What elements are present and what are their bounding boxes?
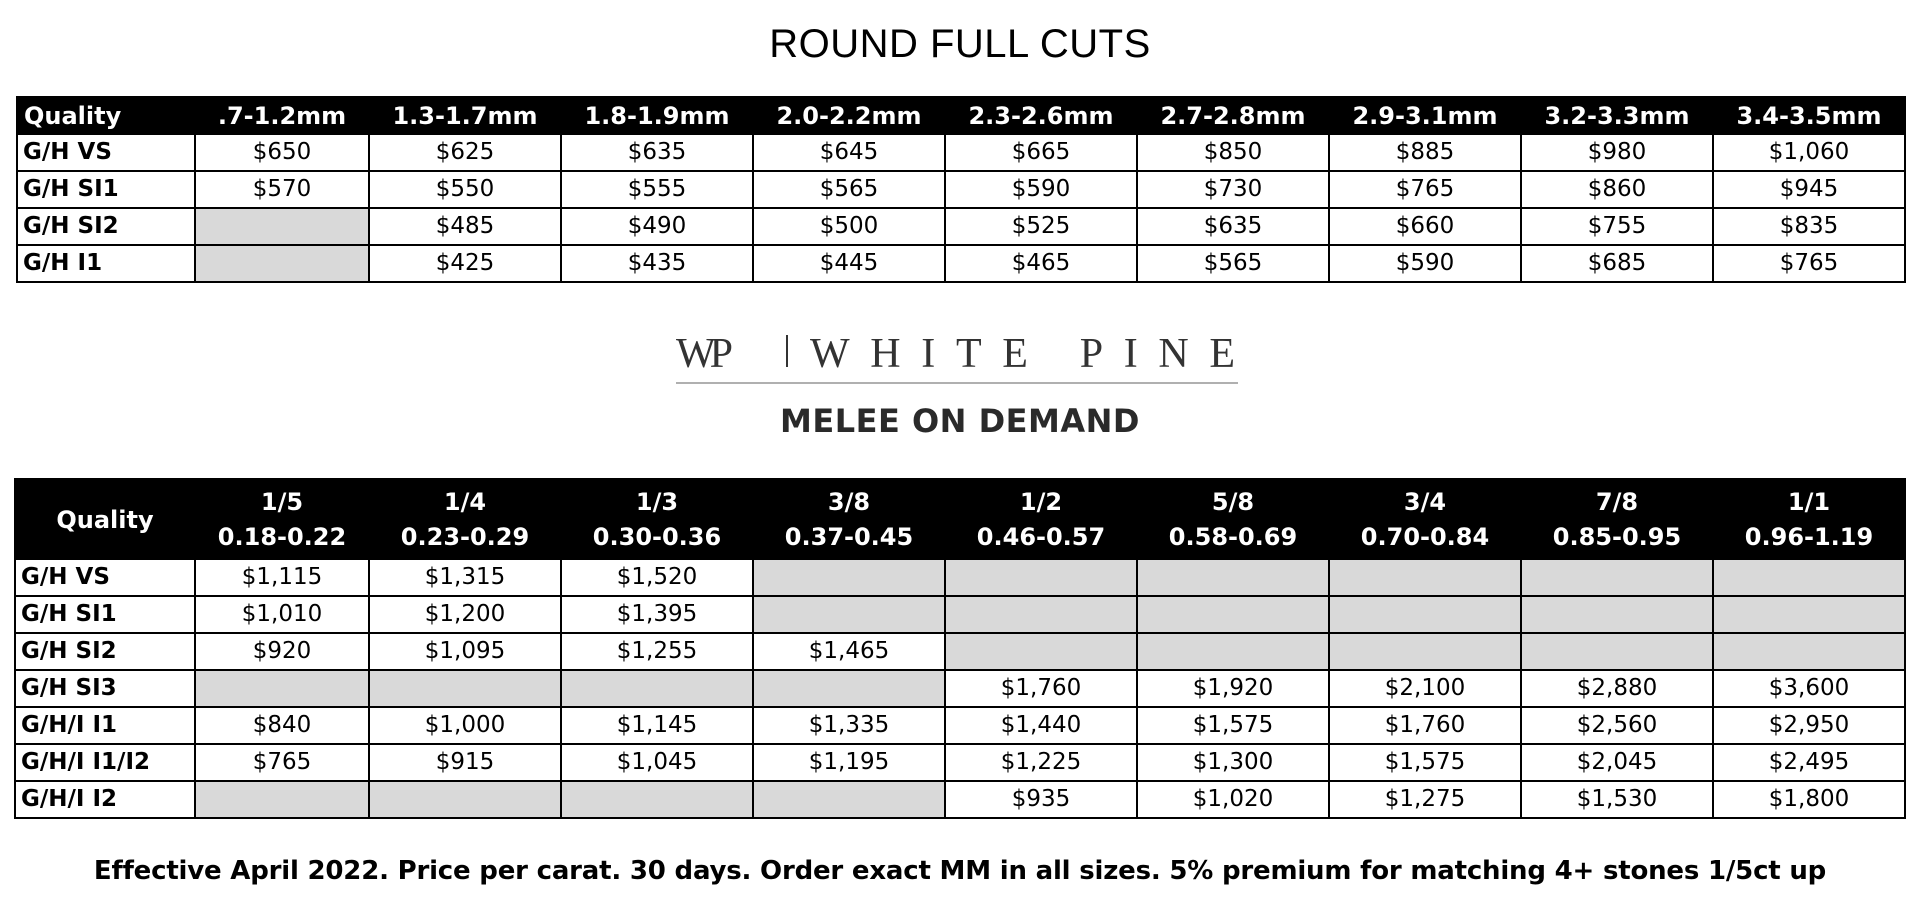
- price-cell: $1,275: [1329, 781, 1521, 818]
- table-row: [15, 633, 1905, 670]
- table-row: [17, 208, 1905, 245]
- white-pine-logo: [676, 325, 1238, 385]
- price-cell: $425: [369, 245, 561, 282]
- quality-cell: G/H/I I1/I2: [15, 744, 195, 781]
- price-cell: $570: [195, 171, 369, 208]
- carat-fraction: 1/4: [443, 488, 487, 517]
- price-cell: $635: [1137, 208, 1329, 245]
- carat-range: 0.58-0.69: [1168, 523, 1298, 551]
- price-cell: $1,095: [369, 633, 561, 670]
- empty-cell: [1713, 596, 1905, 633]
- table-row: [15, 596, 1905, 633]
- price-cell: $1,575: [1329, 744, 1521, 781]
- price-cell: $1,440: [945, 707, 1137, 744]
- quality-header: Quality: [15, 479, 195, 559]
- empty-cell: [561, 781, 753, 818]
- price-cell: $1,315: [369, 559, 561, 596]
- quality-cell: G/H SI1: [17, 171, 195, 208]
- table-row: [17, 245, 1905, 282]
- price-cell: $565: [1137, 245, 1329, 282]
- carat-header: [1137, 479, 1329, 559]
- price-cell: $1,335: [753, 707, 945, 744]
- price-cell: $660: [1329, 208, 1521, 245]
- empty-cell: [1329, 633, 1521, 670]
- price-cell: $555: [561, 171, 753, 208]
- brand-name: WHITE PINE: [810, 331, 1235, 377]
- price-cell: $1,200: [369, 596, 561, 633]
- price-cell: $2,495: [1713, 744, 1905, 781]
- empty-cell: [369, 781, 561, 818]
- price-cell: $980: [1521, 134, 1713, 171]
- carat-range: 0.37-0.45: [784, 523, 914, 551]
- carat-range: 0.23-0.29: [400, 523, 530, 551]
- carat-range: 0.18-0.22: [217, 523, 347, 551]
- size-header: .7-1.2mm: [195, 97, 369, 134]
- price-cell: $730: [1137, 171, 1329, 208]
- empty-cell: [1713, 559, 1905, 596]
- price-cell: $635: [561, 134, 753, 171]
- carat-header: [1713, 479, 1905, 559]
- carat-header: [195, 479, 369, 559]
- quality-cell: G/H SI2: [17, 208, 195, 245]
- price-cell: $685: [1521, 245, 1713, 282]
- carat-fraction: 3/4: [1403, 488, 1447, 517]
- price-cell: $565: [753, 171, 945, 208]
- price-cell: $1,760: [945, 670, 1137, 707]
- size-header: 1.8-1.9mm: [561, 97, 753, 134]
- price-cell: $490: [561, 208, 753, 245]
- size-header: 2.3-2.6mm: [945, 97, 1137, 134]
- table-row: [15, 781, 1905, 818]
- empty-cell: [1137, 596, 1329, 633]
- price-cell: $590: [945, 171, 1137, 208]
- price-cell: $935: [945, 781, 1137, 818]
- logo-divider: [786, 335, 788, 367]
- price-cell: $2,045: [1521, 744, 1713, 781]
- footer-note: Effective April 2022. Price per carat. 30 days. Order exact MM in all sizes. 5% premium for matching 4+ stones 1/5ct up: [93, 856, 1827, 886]
- carat-range: 0.85-0.95: [1552, 523, 1682, 551]
- empty-cell: [195, 781, 369, 818]
- price-cell: $915: [369, 744, 561, 781]
- carat-fraction: 7/8: [1595, 488, 1639, 517]
- price-cell: $445: [753, 245, 945, 282]
- table-row: [15, 744, 1905, 781]
- brand-subtitle: MELEE ON DEMAND: [780, 402, 1140, 440]
- quality-cell: G/H/I I2: [15, 781, 195, 818]
- carat-fraction: 1/2: [1019, 488, 1063, 517]
- price-cell: $625: [369, 134, 561, 171]
- carat-range: 0.96-1.19: [1744, 523, 1874, 551]
- price-cell: $1,195: [753, 744, 945, 781]
- empty-cell: [945, 596, 1137, 633]
- price-cell: $765: [195, 744, 369, 781]
- quality-cell: G/H SI1: [15, 596, 195, 633]
- empty-cell: [1521, 596, 1713, 633]
- price-cell: $765: [1329, 171, 1521, 208]
- price-cell: $1,530: [1521, 781, 1713, 818]
- carat-header: [753, 479, 945, 559]
- price-cell: $3,600: [1713, 670, 1905, 707]
- price-cell: $850: [1137, 134, 1329, 171]
- quality-header: Quality: [17, 97, 195, 134]
- carat-fraction: 5/8: [1211, 488, 1255, 517]
- price-cell: $885: [1329, 134, 1521, 171]
- table-header-row: [15, 479, 1905, 559]
- price-cell: $2,950: [1713, 707, 1905, 744]
- quality-cell: G/H SI2: [15, 633, 195, 670]
- price-cell: $1,300: [1137, 744, 1329, 781]
- price-cell: $920: [195, 633, 369, 670]
- carat-header: [369, 479, 561, 559]
- price-cell: $1,020: [1137, 781, 1329, 818]
- price-cell: $1,920: [1137, 670, 1329, 707]
- price-cell: $2,560: [1521, 707, 1713, 744]
- empty-cell: [1521, 559, 1713, 596]
- price-cell: $1,060: [1713, 134, 1905, 171]
- price-cell: $1,255: [561, 633, 753, 670]
- price-cell: $525: [945, 208, 1137, 245]
- quality-cell: G/H/I I1: [15, 707, 195, 744]
- size-header: 2.9-3.1mm: [1329, 97, 1521, 134]
- price-cell: $1,395: [561, 596, 753, 633]
- size-header: 3.4-3.5mm: [1713, 97, 1905, 134]
- empty-cell: [195, 208, 369, 245]
- quality-cell: G/H VS: [15, 559, 195, 596]
- price-cell: $645: [753, 134, 945, 171]
- price-cell: $945: [1713, 171, 1905, 208]
- table-row: [15, 707, 1905, 744]
- price-cell: $1,575: [1137, 707, 1329, 744]
- empty-cell: [1137, 559, 1329, 596]
- size-header: 2.0-2.2mm: [753, 97, 945, 134]
- price-cell: $465: [945, 245, 1137, 282]
- price-cell: $2,880: [1521, 670, 1713, 707]
- size-header: 2.7-2.8mm: [1137, 97, 1329, 134]
- price-cell: $590: [1329, 245, 1521, 282]
- price-cell: $500: [753, 208, 945, 245]
- carat-fraction: 1/3: [635, 488, 679, 517]
- page-title: ROUND FULL CUTS: [769, 22, 1151, 66]
- carat-range: 0.46-0.57: [976, 523, 1106, 551]
- price-cell: $1,145: [561, 707, 753, 744]
- quality-cell: G/H I1: [17, 245, 195, 282]
- price-cell: $1,800: [1713, 781, 1905, 818]
- empty-cell: [1713, 633, 1905, 670]
- price-cell: $435: [561, 245, 753, 282]
- round-full-cuts-price-table: [16, 96, 1906, 283]
- price-cell: $1,010: [195, 596, 369, 633]
- empty-cell: [1329, 596, 1521, 633]
- price-cell: $765: [1713, 245, 1905, 282]
- table-row: [15, 670, 1905, 707]
- carat-header: [561, 479, 753, 559]
- price-cell: $1,000: [369, 707, 561, 744]
- carat-range: 0.70-0.84: [1360, 523, 1490, 551]
- price-cell: $665: [945, 134, 1137, 171]
- carat-fraction: 3/8: [827, 488, 871, 517]
- carat-fraction: 1/5: [260, 488, 304, 517]
- empty-cell: [753, 781, 945, 818]
- price-cell: $755: [1521, 208, 1713, 245]
- price-cell: $1,465: [753, 633, 945, 670]
- empty-cell: [945, 559, 1137, 596]
- size-header: 1.3-1.7mm: [369, 97, 561, 134]
- table-row: [17, 134, 1905, 171]
- brand-underline: [676, 382, 1238, 384]
- quality-cell: G/H VS: [17, 134, 195, 171]
- carat-header: [945, 479, 1137, 559]
- price-cell: $860: [1521, 171, 1713, 208]
- wp-monogram: WP: [676, 331, 727, 377]
- table-row: [17, 171, 1905, 208]
- empty-cell: [945, 633, 1137, 670]
- melee-on-demand-price-table: [14, 478, 1906, 819]
- price-cell: $835: [1713, 208, 1905, 245]
- price-cell: $1,115: [195, 559, 369, 596]
- price-cell: $1,760: [1329, 707, 1521, 744]
- empty-cell: [561, 670, 753, 707]
- table-row: [15, 559, 1905, 596]
- price-cell: $550: [369, 171, 561, 208]
- price-cell: $840: [195, 707, 369, 744]
- empty-cell: [1137, 633, 1329, 670]
- empty-cell: [753, 670, 945, 707]
- quality-cell: G/H SI3: [15, 670, 195, 707]
- price-cell: $650: [195, 134, 369, 171]
- size-header: 3.2-3.3mm: [1521, 97, 1713, 134]
- empty-cell: [195, 245, 369, 282]
- carat-header: [1329, 479, 1521, 559]
- price-cell: $2,100: [1329, 670, 1521, 707]
- carat-header: [1521, 479, 1713, 559]
- empty-cell: [1521, 633, 1713, 670]
- empty-cell: [1329, 559, 1521, 596]
- empty-cell: [369, 670, 561, 707]
- price-cell: $1,225: [945, 744, 1137, 781]
- table-header-row: [17, 97, 1905, 134]
- carat-fraction: 1/1: [1787, 488, 1831, 517]
- empty-cell: [753, 559, 945, 596]
- price-cell: $1,520: [561, 559, 753, 596]
- price-cell: $485: [369, 208, 561, 245]
- empty-cell: [753, 596, 945, 633]
- carat-range: 0.30-0.36: [592, 523, 722, 551]
- price-cell: $1,045: [561, 744, 753, 781]
- empty-cell: [195, 670, 369, 707]
